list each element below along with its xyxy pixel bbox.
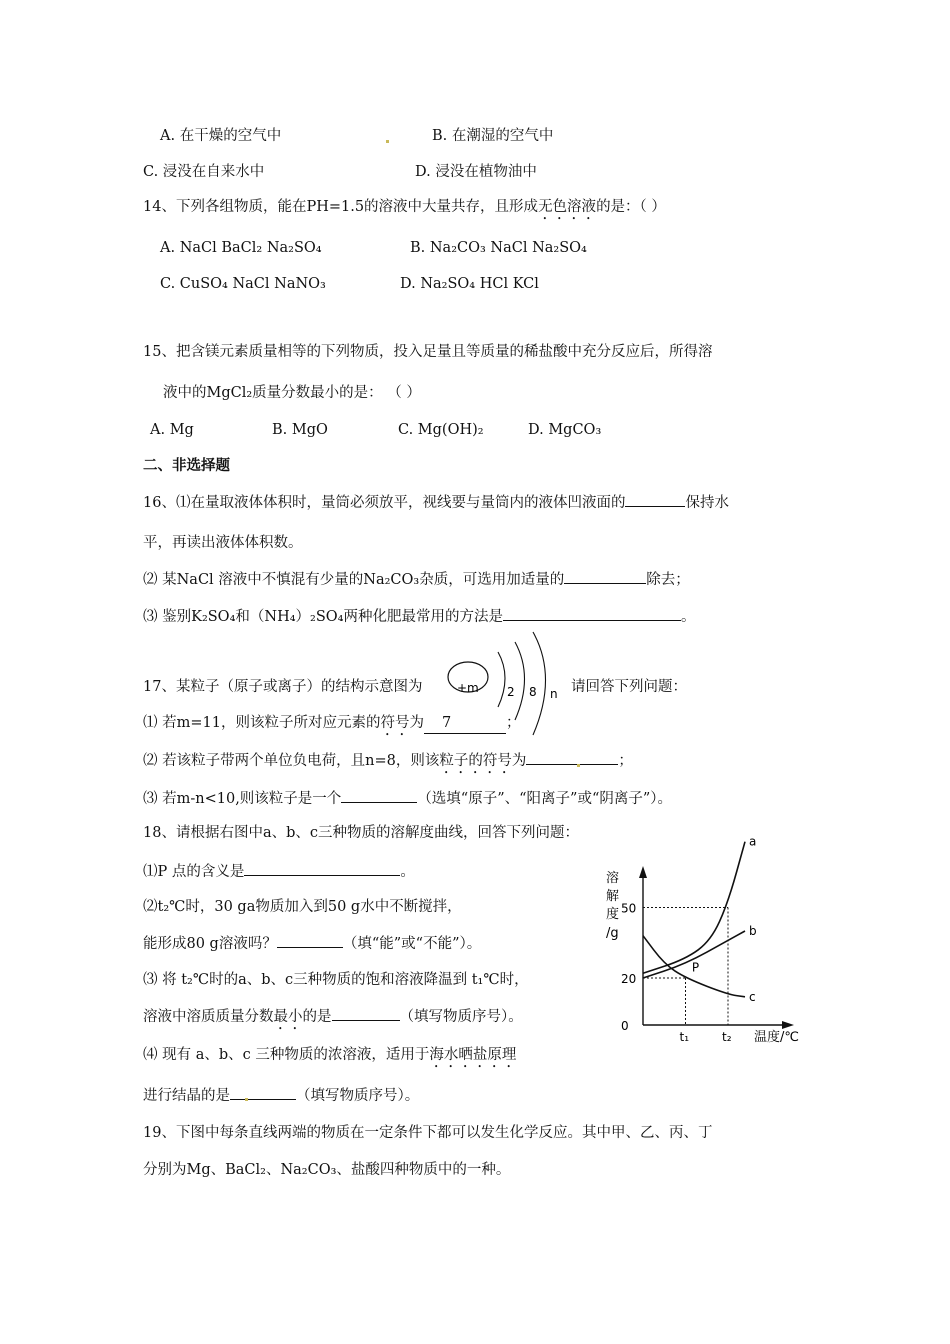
x-tick-label: t₂	[722, 1030, 732, 1044]
answer-blank[interactable]	[332, 1006, 400, 1021]
q18-sub4-line1: ⑷ 现有 a、b、c 三种物质的浓溶液，适用于海水晒盐原理	[143, 1047, 517, 1063]
shell-arc-2	[515, 642, 525, 720]
q18-sub2-line2: 能形成80 g溶液吗？ （填“能”或“不能”）。	[143, 933, 481, 954]
shell-arc-1	[498, 652, 505, 707]
q17-sub3: ⑶ 若m-n<10,则该粒子是一个 （选填“原子”、“阳离子”或“阴离子”）。	[143, 788, 672, 809]
x-tick-label: t₁	[679, 1030, 690, 1044]
y-label-4: /g	[606, 926, 619, 941]
shell-3-label: n	[550, 687, 558, 701]
q13-option-d: D. 浸没在植物油中	[415, 164, 537, 180]
x-axis-label: 温度/℃	[754, 1030, 799, 1045]
answer-blank[interactable]	[244, 861, 400, 876]
q15-stem-line2: 液中的MgCl₂质量分数最小的是： （ ）	[163, 385, 421, 401]
y-tick-label: 50	[621, 901, 637, 916]
answer-blank[interactable]	[564, 569, 646, 584]
y-label-3: 度	[606, 907, 620, 922]
answer-blank[interactable]	[625, 492, 685, 507]
answer-blank[interactable]	[526, 750, 618, 765]
answer-blank[interactable]	[230, 1085, 296, 1100]
shell-2-label: 8	[529, 685, 537, 699]
q14-stem: 14、下列各组物质，能在PH=1.5的溶液中大量共存，且形成无色溶液的是：（ ）	[143, 199, 666, 215]
q18-sub1: ⑴P 点的含义是 。	[143, 861, 415, 882]
q18-sub2-line1: ⑵t₂℃时，30 ga物质加入到50 g水中不断搅拌，	[143, 899, 462, 915]
y-label-2: 解	[606, 889, 620, 904]
q17-sub2: ⑵ 若该粒子带两个单位负电荷，且n=8，则该粒子的符号为 ；	[143, 750, 633, 777]
curve-label-a: a	[749, 834, 757, 849]
x-axis-arrow	[782, 1021, 794, 1029]
q19-line1: 19、下图中每条直线两端的物质在一定条件下都可以发生化学反应。其中甲、乙、丙、丁	[143, 1125, 713, 1141]
q15-option-d: D. MgCO₃	[528, 422, 602, 438]
q14-option-b: B. Na₂CO₃ NaCl Na₂SO₄	[410, 240, 587, 256]
q14-option-d: D. Na₂SO₄ HCl KCl	[400, 276, 539, 292]
point-p-label: P	[691, 960, 700, 975]
answer-blank[interactable]	[341, 788, 417, 803]
y-tick-label: 0	[621, 1019, 629, 1033]
section-heading: 二、非选择题	[143, 457, 230, 474]
y-label-1: 溶	[606, 871, 620, 886]
q13-option-a: A. 在干燥的空气中	[160, 128, 282, 144]
answer-blank[interactable]	[503, 606, 681, 621]
shell-arc-3	[533, 632, 546, 735]
q18-sub3-line1: ⑶ 将 t₂℃时的a、b、c三种物质的饱和溶液降温到 t₁℃时，	[143, 972, 529, 988]
decor-mark	[577, 764, 580, 767]
y-axis-arrow	[639, 866, 647, 878]
q15-option-c: C. Mg(OH)₂	[398, 422, 484, 438]
answer-blank[interactable]	[277, 933, 343, 948]
decor-mark	[245, 1098, 248, 1101]
nucleus-label: +m	[457, 681, 479, 695]
curve-label-c: c	[749, 989, 756, 1004]
q13-option-c: C. 浸没在自来水中	[143, 164, 265, 180]
curve-label-b: b	[749, 924, 757, 938]
q15-option-a: A. Mg	[150, 422, 194, 438]
q15-stem-line1: 15、把含镁元素质量相等的下列物质，投入足量且等质量的稀盐酸中充分反应后，所得溶	[143, 344, 713, 360]
q15-option-b: B. MgO	[272, 422, 328, 438]
q18-stem: 18、请根据右图中a、b、c三种物质的溶解度曲线，回答下列问题：	[143, 825, 579, 841]
q16-line4: ⑶ 鉴别K₂SO₄和（NH₄）₂SO₄两种化肥最常用的方法是 。	[143, 606, 695, 627]
decor-mark	[386, 140, 389, 143]
q14-option-a: A. NaCl BaCl₂ Na₂SO₄	[160, 240, 322, 256]
q18-sub3-line2: 溶液中溶质质量分数最小的是 （填写物质序号）。	[143, 1006, 523, 1033]
shell-1-label: 2	[507, 685, 515, 699]
q13-option-b: B. 在潮湿的空气中	[432, 128, 554, 144]
q18-sub4-line2: 进行结晶的是 （填写物质序号）。	[143, 1085, 419, 1106]
y-tick-label: 20	[621, 972, 637, 986]
q17-stem-post: 请回答下列问题：	[571, 679, 687, 695]
q16-line1: 16、⑴在量取液体体积时，量筒必须放平，视线要与量筒内的液体凹液面的 保持水	[143, 492, 729, 513]
q16-line3: ⑵ 某NaCl 溶液中不慎混有少量的Na₂CO₃杂质，可选用加适量的 除去；	[143, 569, 690, 590]
q17-stem-pre: 17、某粒子（原子或离子）的结构示意图为	[143, 679, 423, 695]
q16-line2: 平，再读出液体体积数。	[143, 535, 303, 551]
q14-option-c: C. CuSO₄ NaCl NaNO₃	[160, 276, 326, 292]
q19-line2: 分别为Mg、BaCl₂、Na₂CO₃、盐酸四种物质中的一种。	[143, 1162, 511, 1178]
curve-a	[643, 842, 745, 974]
solubility-chart	[598, 834, 808, 1050]
answer-blank[interactable]: 7	[424, 713, 506, 734]
q17-sub1: ⑴ 若m=11，则该粒子所对应元素的符号为 7 ；	[143, 713, 520, 739]
